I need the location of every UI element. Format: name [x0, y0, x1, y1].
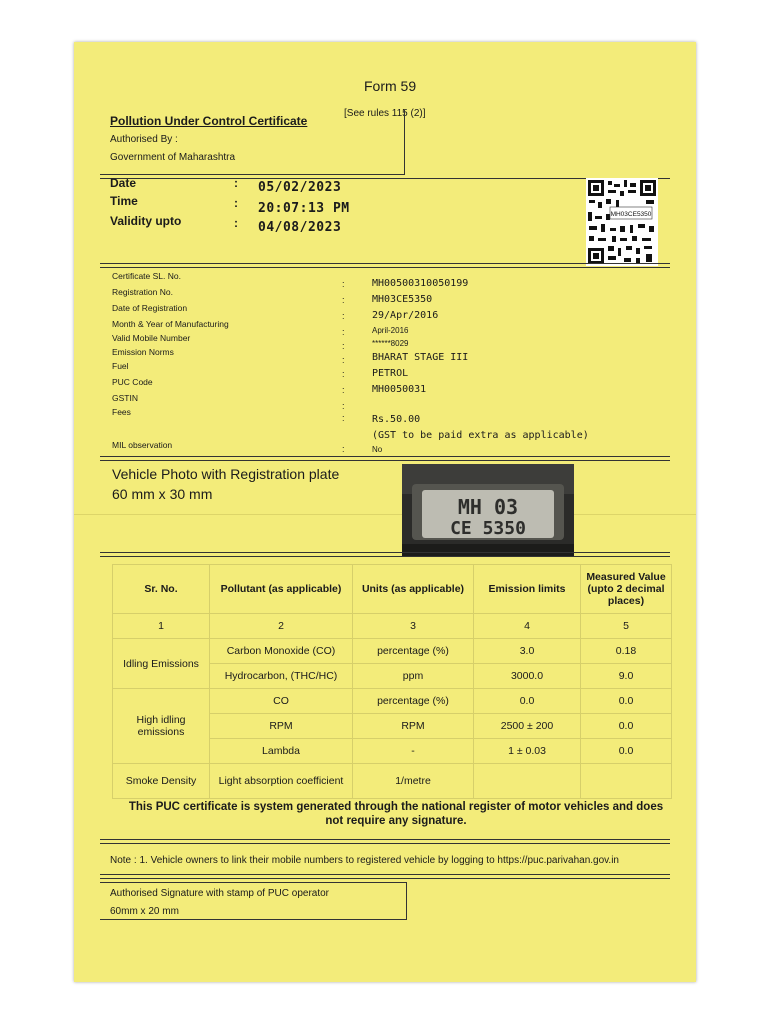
qr-caption: MH03CE5350	[610, 211, 652, 218]
divider	[100, 460, 670, 461]
divider	[100, 878, 670, 879]
system-generated-note: This PUC certificate is system generated through the national register of motor vehicles and does not require any signature.	[128, 801, 664, 827]
validity-value: 04/08/2023	[258, 220, 342, 235]
detail-label: Registration No.	[112, 287, 173, 297]
manufacturing-value: April-2016	[372, 326, 409, 335]
table-row	[113, 614, 672, 639]
colon: :	[234, 216, 238, 230]
column-number: 2	[210, 614, 353, 639]
certificate-sl-no-value: MH00500310050199	[372, 278, 469, 289]
authorised-by-label: Authorised By :	[110, 134, 178, 145]
unit-cell: RPM	[353, 714, 474, 739]
measured-cell	[581, 764, 672, 799]
colon: :	[342, 385, 345, 395]
detail-label: PUC Code	[112, 377, 153, 387]
column-header: Emission limits	[474, 565, 581, 614]
detail-label: Emission Norms	[112, 347, 174, 357]
column-header: Pollutant (as applicable)	[210, 565, 353, 614]
fees-value: Rs.50.00	[372, 414, 421, 425]
measured-cell: 0.0	[581, 739, 672, 764]
signature-size: 60mm x 20 mm	[110, 906, 179, 917]
registration-date-value: 29/Apr/2016	[372, 310, 439, 321]
fuel-value: PETROL	[372, 368, 409, 379]
column-header: Units (as applicable)	[353, 565, 474, 614]
qr-code-icon	[586, 178, 658, 266]
colon: :	[234, 176, 238, 190]
plate-line-2: CE 5350	[450, 518, 526, 539]
mobile-link-note: Note : 1. Vehicle owners to link their mobile numbers to registered vehicle by logging to https://puc.parivahan.gov.in	[110, 855, 619, 866]
government-name: Government of Maharashtra	[110, 152, 236, 163]
unit-cell: percentage (%)	[353, 639, 474, 664]
column-number: 3	[353, 614, 474, 639]
limit-cell: 1 ± 0.03	[474, 739, 581, 764]
colon: :	[342, 341, 345, 351]
divider	[100, 267, 670, 268]
divider	[100, 843, 670, 844]
pollutant-cell: Light absorption coefficient	[210, 764, 353, 799]
registration-no-value: MH03CE5350	[372, 294, 433, 305]
plate-line-1: MH 03	[457, 495, 519, 519]
colon: :	[342, 295, 345, 305]
limit-cell: 0.0	[474, 689, 581, 714]
divider	[100, 874, 670, 875]
validity-label: Validity upto	[110, 214, 182, 228]
limit-cell: 3.0	[474, 639, 581, 664]
mobile-number-value: ******8029	[372, 339, 409, 348]
column-number: 1	[113, 614, 210, 639]
colon: :	[342, 444, 345, 454]
divider	[100, 263, 670, 264]
table-row	[113, 689, 672, 714]
mil-label: MIL observation	[112, 440, 173, 450]
date-label: Date	[110, 176, 137, 190]
date-value: 05/02/2023	[258, 180, 342, 195]
colon: :	[342, 413, 345, 423]
divider	[100, 456, 670, 457]
mil-value: No	[372, 445, 383, 454]
certificate-title: Pollution Under Control Certificate	[110, 114, 308, 128]
vehicle-photo-label: Vehicle Photo with Registration plate	[112, 466, 340, 482]
divider	[100, 839, 670, 840]
vehicle-plate-photo	[402, 464, 574, 556]
gst-note: (GST to be paid extra as applicable)	[372, 430, 589, 441]
unit-cell: ppm	[353, 664, 474, 689]
divider	[100, 178, 670, 179]
unit-cell: -	[353, 739, 474, 764]
certificate-paper	[74, 42, 696, 982]
pollutant-cell: Lambda	[210, 739, 353, 764]
limit-cell	[474, 764, 581, 799]
column-number: 5	[581, 614, 672, 639]
measured-cell: 0.0	[581, 689, 672, 714]
puc-code-value: MH0050031	[372, 384, 427, 395]
colon: :	[342, 401, 345, 411]
form-title: Form 59	[364, 78, 417, 94]
row-group-label: Smoke Density	[113, 764, 210, 799]
colon: :	[342, 369, 345, 379]
detail-label: Fees	[112, 407, 131, 417]
row-group-label: High idling emissions	[113, 689, 210, 764]
paper-fold	[74, 514, 696, 515]
time-value: 20:07:13 PM	[258, 201, 350, 216]
vehicle-photo-size: 60 mm x 30 mm	[112, 486, 213, 502]
measured-cell: 0.0	[581, 714, 672, 739]
emission-norms-value: BHARAT STAGE III	[372, 352, 469, 363]
row-group-label: Idling Emissions	[113, 639, 210, 689]
detail-label: Valid Mobile Number	[112, 333, 191, 343]
pollutant-cell: Hydrocarbon, (THC/HC)	[210, 664, 353, 689]
measured-cell: 9.0	[581, 664, 672, 689]
detail-label: GSTIN	[112, 393, 138, 403]
unit-cell: percentage (%)	[353, 689, 474, 714]
pollutant-cell: RPM	[210, 714, 353, 739]
detail-label: Month & Year of Manufacturing	[112, 319, 229, 329]
column-header: Measured Value (upto 2 decimal places)	[581, 565, 672, 614]
divider	[100, 556, 670, 557]
detail-label: Certificate SL. No.	[112, 271, 181, 281]
time-label: Time	[110, 194, 138, 208]
detail-label: Fuel	[112, 361, 129, 371]
colon: :	[342, 327, 345, 337]
table-header-row	[113, 565, 672, 614]
table-row	[113, 764, 672, 799]
colon: :	[234, 196, 238, 210]
colon: :	[342, 355, 345, 365]
emission-table	[112, 564, 672, 799]
column-header: Sr. No.	[113, 565, 210, 614]
column-number: 4	[474, 614, 581, 639]
divider	[100, 552, 670, 553]
detail-label: Date of Registration	[112, 303, 188, 313]
colon: :	[342, 279, 345, 289]
signature-label: Authorised Signature with stamp of PUC operator	[110, 888, 329, 899]
limit-cell: 3000.0	[474, 664, 581, 689]
pollutant-cell: CO	[210, 689, 353, 714]
limit-cell: 2500 ± 200	[474, 714, 581, 739]
pollutant-cell: Carbon Monoxide (CO)	[210, 639, 353, 664]
colon: :	[342, 311, 345, 321]
table-row	[113, 639, 672, 664]
measured-cell: 0.18	[581, 639, 672, 664]
unit-cell: 1/metre	[353, 764, 474, 799]
rules-reference: [See rules 115 (2)]	[344, 108, 426, 119]
